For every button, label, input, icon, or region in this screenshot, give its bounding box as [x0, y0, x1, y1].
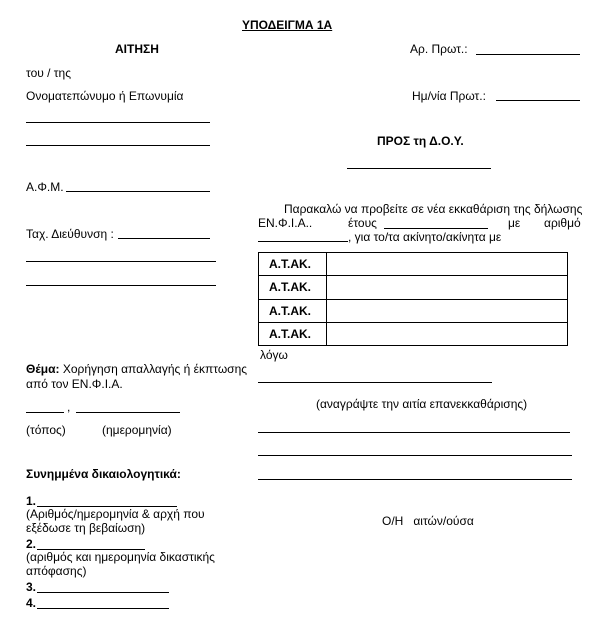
address-field-line-1[interactable] — [118, 238, 210, 239]
attachment-2-note-1: (αριθμός και ημερομηνία δικαστικής — [26, 550, 215, 564]
name-field-line-2[interactable] — [26, 145, 210, 146]
attachment-4-field[interactable] — [37, 608, 169, 609]
year-text: έτους — [348, 216, 377, 230]
atak-row — [259, 276, 568, 299]
attachment-1-note-2: εξέδωσε τη βεβαίωση) — [26, 521, 146, 535]
document-title: ΥΠΟΔΕΙΓΜΑ 1Α — [242, 18, 333, 32]
name-label: Ονοματεπώνυμο ή Επωνυμία — [26, 89, 184, 103]
protocol-number-label: Αρ. Πρωτ.: — [410, 42, 468, 56]
attachment-4-number: 4. — [26, 596, 37, 610]
reason-label: λόγω — [260, 348, 288, 362]
year-field[interactable] — [384, 228, 488, 229]
atak-value-cell[interactable] — [327, 276, 568, 299]
attachment-2-number: 2. — [26, 537, 37, 551]
subject-label: Θέμα: — [26, 362, 60, 376]
subject-line-1 — [26, 362, 247, 376]
protocol-number-field[interactable] — [476, 54, 580, 55]
attachment-3-number: 3. — [26, 580, 37, 594]
atak-label: Α.Τ.ΑΚ. — [259, 276, 327, 299]
attachment-2-note-2: απόφασης) — [26, 564, 87, 578]
protocol-date-label: Ημ/νία Πρωτ.: — [412, 89, 486, 103]
date-caption: (ημερομηνία) — [102, 423, 172, 437]
name-field-line-1[interactable] — [26, 122, 210, 123]
reason-caption: (αναγράψτε την αιτία επανεκκαθάρισης) — [316, 397, 528, 411]
afm-label: Α.Φ.Μ. — [26, 180, 64, 194]
atak-label: Α.Τ.ΑΚ. — [259, 322, 327, 345]
number-text: αριθμό — [544, 216, 581, 230]
attachment-3-field[interactable] — [37, 592, 169, 593]
request-text-line-1: Παρακαλώ να προβείτε σε νέα εκκαθάριση της δήλωσης — [284, 202, 583, 216]
atak-table — [258, 252, 568, 346]
request-text-line-3: , για το/τα ακίνητο/ακίνητα με — [348, 230, 502, 244]
tax-office-field[interactable] — [347, 168, 491, 169]
reason-detail-line-2[interactable] — [258, 455, 572, 456]
declaration-number-field[interactable] — [258, 241, 348, 242]
date-field[interactable] — [76, 412, 180, 413]
address-label: Ταχ. Διεύθυνση : — [26, 227, 114, 241]
comma-separator: , — [67, 400, 71, 414]
recipient-label: ΠΡΟΣ τη Δ.Ο.Υ. — [377, 134, 464, 148]
place-field[interactable] — [26, 412, 64, 413]
address-field-line-3[interactable] — [26, 285, 216, 286]
enfia-text: ΕΝ.Φ.Ι.Α.. — [258, 216, 313, 230]
attachment-1-note-1: (Αριθμός/ημερομηνία & αρχή που — [26, 507, 205, 521]
place-caption: (τόπος) — [26, 423, 66, 437]
atak-row — [259, 299, 568, 322]
subject-text-1: Χορήγηση απαλλαγής ή έκπτωσης — [62, 362, 248, 376]
atak-value-cell[interactable] — [327, 322, 568, 345]
atak-label: Α.Τ.ΑΚ. — [259, 299, 327, 322]
with-text: με — [508, 216, 521, 230]
signature-label: Ο/Η αιτών/ούσα — [382, 514, 474, 528]
application-heading: ΑΙΤΗΣΗ — [115, 42, 159, 56]
address-field-line-2[interactable] — [26, 261, 216, 262]
atak-value-cell[interactable] — [327, 253, 568, 276]
atak-value-cell[interactable] — [327, 299, 568, 322]
reason-field[interactable] — [258, 382, 492, 383]
atak-row — [259, 322, 568, 345]
of-label: του / της — [26, 66, 72, 80]
protocol-date-field[interactable] — [496, 100, 580, 101]
subject-text-2: από τον ΕΝ.Φ.Ι.Α. — [26, 377, 123, 391]
reason-detail-line-3[interactable] — [258, 479, 572, 480]
reason-detail-line-1[interactable] — [258, 432, 570, 433]
attachment-1-number: 1. — [26, 494, 37, 508]
attachments-heading: Συνημμένα δικαιολογητικά: — [26, 467, 181, 481]
afm-field[interactable] — [66, 191, 210, 192]
atak-label: Α.Τ.ΑΚ. — [259, 253, 327, 276]
atak-row — [259, 253, 568, 276]
